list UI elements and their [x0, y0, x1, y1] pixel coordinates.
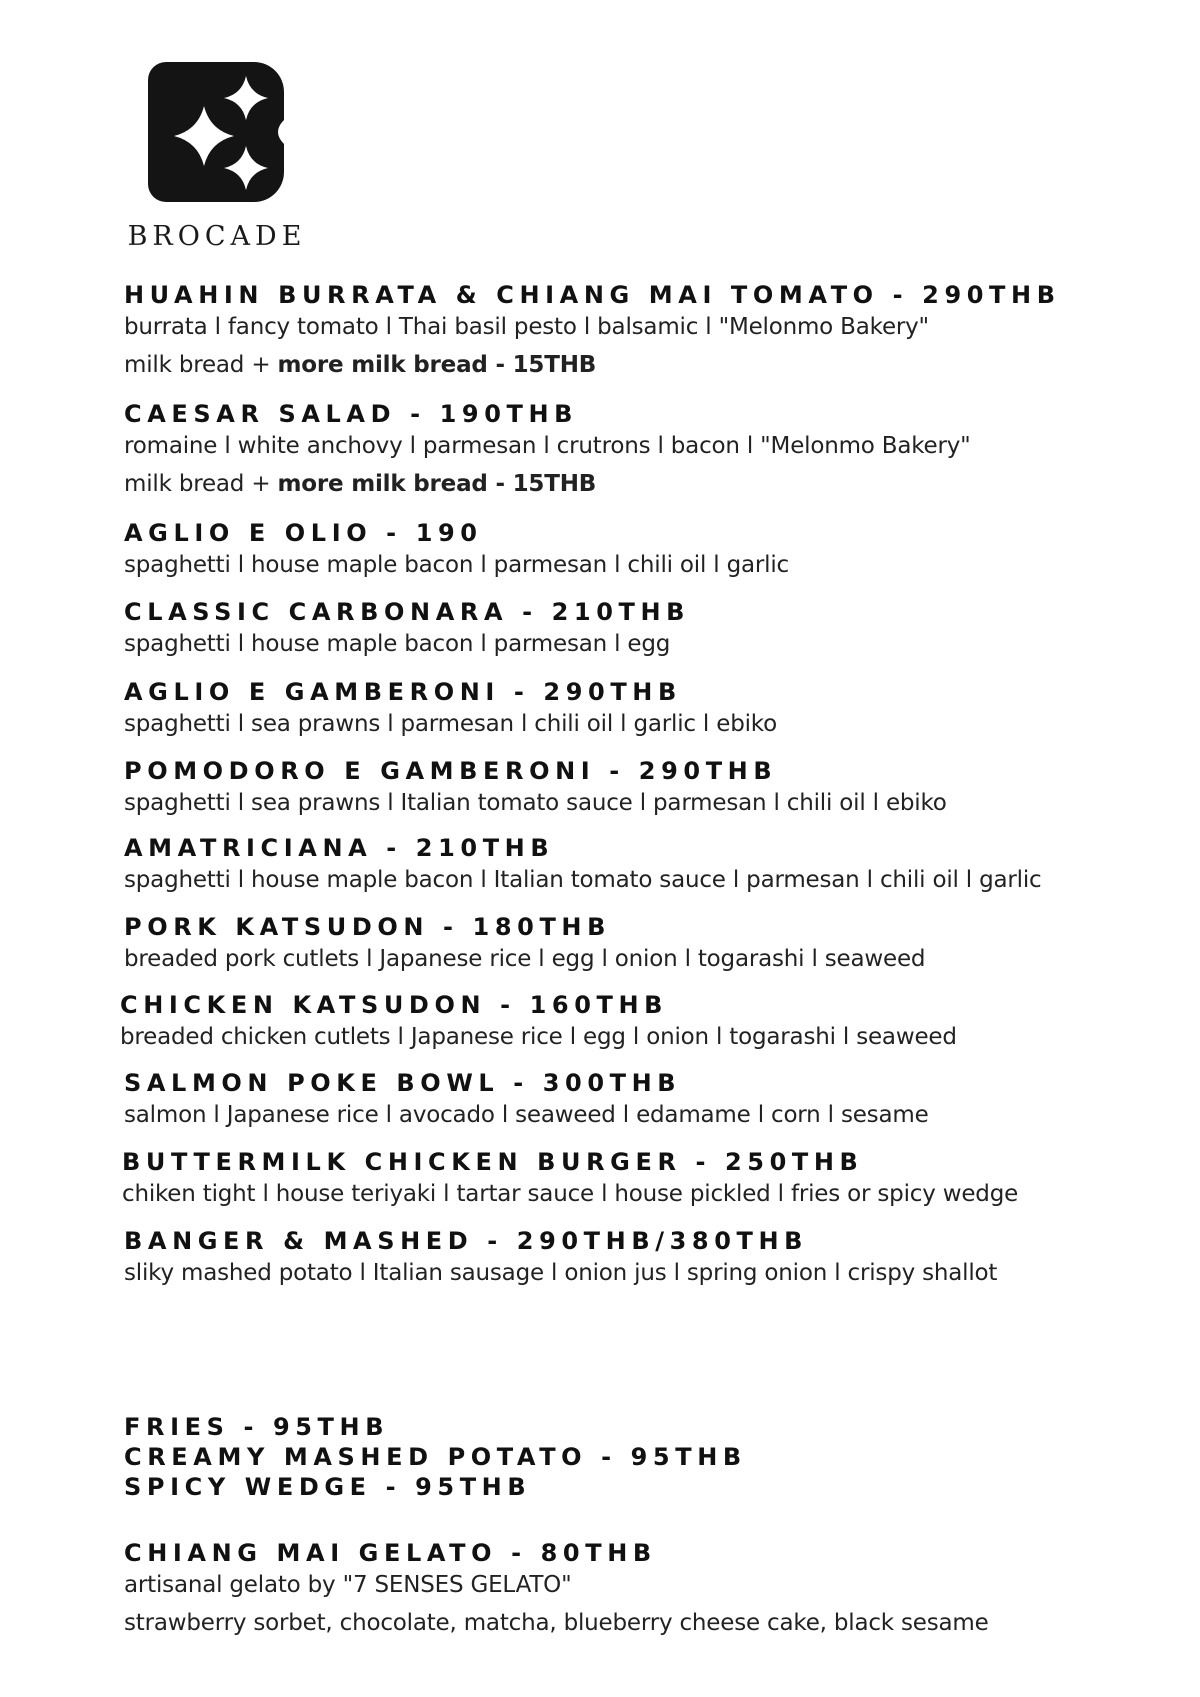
brand-name: BROCADE [127, 221, 307, 252]
dessert-title: CHIANG MAI GELATO - 80THB [124, 1539, 657, 1567]
menu-item-desc: breaded chicken cutlets l Japanese rice l egg l onion l togarashi l seaweed [120, 1024, 957, 1050]
menu-item [124, 597, 690, 660]
menu-item-title: CLASSIC CARBONARA - 210THB [124, 598, 691, 626]
side-item-mashed-potato: CREAMY MASHED POTATO - 95THB [124, 1443, 747, 1471]
dessert-flavours: strawberry sorbet, chocolate, matcha, blueberry cheese cake, black sesame [124, 1610, 989, 1636]
menu-item-title: CHICKEN KATSUDON - 160THB [120, 991, 669, 1019]
menu-item-title: AGLIO E GAMBERONI - 290THB [124, 678, 682, 706]
menu-item-title: AMATRICIANA - 210THB [124, 834, 555, 862]
menu-item [124, 280, 1061, 381]
dessert-item [124, 1538, 989, 1639]
menu-item-title: AGLIO E OLIO - 190 [124, 519, 483, 547]
menu-item-desc: chiken tight l house teriyaki l tartar sauce l house pickled l fries or spicy wedge [122, 1181, 1019, 1207]
addon-base: milk bread + [124, 352, 278, 378]
menu-item-desc: spaghetti l sea prawns l parmesan l chili oil l garlic l ebiko [124, 711, 777, 737]
menu-item-desc: spaghetti l house maple bacon l Italian tomato sauce l parmesan l chili oil l garlic [124, 867, 1042, 893]
sparkle-b-logo [148, 62, 284, 202]
menu-item-title: BUTTERMILK CHICKEN BURGER - 250THB [122, 1148, 864, 1176]
menu-item [124, 833, 1042, 896]
dessert-desc: artisanal gelato by "7 SENSES GELATO" [124, 1572, 572, 1598]
menu-item-desc: sliky mashed potato l Italian sausage l onion jus l spring onion l crispy shallot [124, 1260, 998, 1286]
menu-item [124, 677, 777, 740]
menu-item-addon [124, 468, 971, 500]
menu-item-title: HUAHIN BURRATA & CHIANG MAI TOMATO - 290THB [124, 281, 1061, 309]
menu-item [124, 1068, 929, 1131]
menu-item-title: POMODORO E GAMBERONI - 290THB [124, 757, 778, 785]
addon-extra: more milk bread - 15THB [277, 352, 597, 378]
addon-extra: more milk bread - 15THB [277, 471, 597, 497]
menu-item [124, 912, 925, 975]
menu-item [124, 399, 971, 500]
menu-item [122, 1147, 1018, 1210]
menu-item-desc: spaghetti l house maple bacon l parmesan l egg [124, 631, 671, 657]
addon-base: milk bread + [124, 471, 278, 497]
menu-item [124, 518, 789, 581]
side-item-spicy-wedge: SPICY WEDGE - 95THB [124, 1473, 532, 1501]
menu-item-desc: spaghetti l house maple bacon l parmesan l chili oil l garlic [124, 552, 789, 578]
sides-list [124, 1412, 747, 1502]
menu-item-desc: romaine l white anchovy l parmesan l crutrons l bacon l "Melonmo Bakery" [124, 433, 971, 459]
menu-item-desc: salmon l Japanese rice l avocado l seaweed l edamame l corn l sesame [124, 1102, 929, 1128]
menu-item-title: SALMON POKE BOWL - 300THB [124, 1069, 682, 1097]
menu-item [120, 990, 957, 1053]
menu-item [124, 1226, 997, 1289]
menu-item-title: BANGER & MASHED - 290THB/380THB [124, 1227, 809, 1255]
menu-item-desc: spaghetti l sea prawns l Italian tomato sauce l parmesan l chili oil l ebiko [124, 790, 947, 816]
menu-item-desc: breaded pork cutlets l Japanese rice l egg l onion l togarashi l seaweed [124, 946, 926, 972]
menu-item-addon [124, 349, 1061, 381]
menu-item-title: CAESAR SALAD - 190THB [124, 400, 579, 428]
menu-item-desc: burrata l fancy tomato l Thai basil pesto l balsamic l "Melonmo Bakery" [124, 314, 929, 340]
menu-item-title: PORK KATSUDON - 180THB [124, 913, 612, 941]
menu-item [124, 756, 947, 819]
side-item-fries: FRIES - 95THB [124, 1413, 390, 1441]
